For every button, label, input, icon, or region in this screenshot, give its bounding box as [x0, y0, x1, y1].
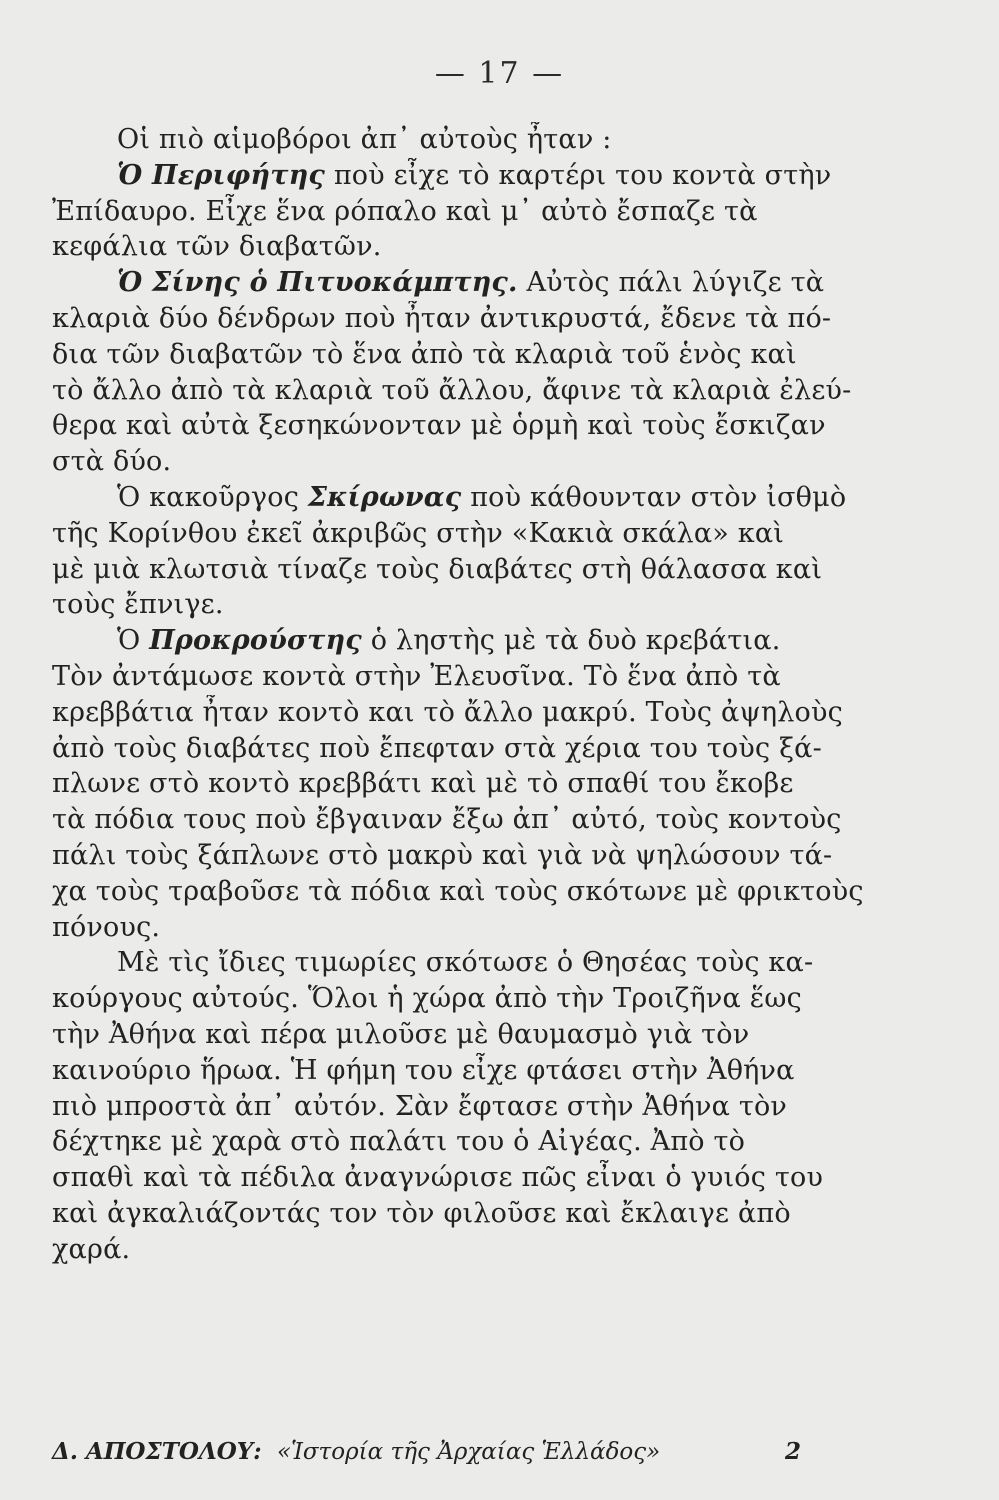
text-line [52, 1124, 922, 1160]
text-line [52, 1196, 922, 1232]
text-run: καὶ ἀγκαλιάζοντάς τον τὸν φιλοῦσε καὶ ἔκλαιγε ἀπὸ [52, 1197, 791, 1229]
text-line [52, 874, 922, 910]
text-line [52, 1017, 922, 1053]
text-run: πλωνε στὸ κοντὸ κρεββάτι καὶ μὲ τὸ σπαθί του ἔκοβε [52, 768, 794, 800]
text-run: στὰ δύο. [52, 446, 172, 478]
text-run: καινούριο ἥρωα. Ἡ φήμη του εἶχε φτάσει στὴν Ἀθήνα [52, 1054, 795, 1086]
character-name: Σκίρωνας [307, 481, 462, 513]
text-run: ποὺ κάθουνταν στὸν ἰσθμὸ [461, 481, 847, 513]
text-run: θερα καὶ αὐτὰ ξεσηκώνονταν μὲ ὁρμὴ καὶ τοὺς ἔσκιζαν [52, 410, 826, 442]
text-run: δέχτηκε μὲ χαρὰ στὸ παλάτι του ὁ Αἰγέας. Ἀπὸ τὸ [52, 1126, 746, 1158]
text-run: τῆς Κορίνθου ἐκεῖ ἀκριβῶς στὴν «Κακιὰ σκάλα» καὶ [52, 517, 785, 549]
text-line [52, 444, 922, 480]
text-run: σπαθὶ καὶ τὰ πέδιλα ἀναγνώρισε πῶς εἶναι ὁ γυιός του [52, 1162, 824, 1194]
text-run: Τὸν ἀντάμωσε κοντὰ στὴν Ἐλευσῖνα. Τὸ ἕνα ἀπὸ τὰ [52, 660, 781, 692]
text-run: ἀπὸ τοὺς διαβάτες ποὺ ἔπεφταν στὰ χέρια του τοὺς ξά- [52, 732, 822, 764]
text-run: Ἐπίδαυρο. Εἶχε ἕνα ρόπαλο καὶ μ᾽ αὐτὸ ἔσπαζε τὰ [52, 195, 758, 227]
text-run: μὲ μιὰ κλωτσιὰ τίναζε τοὺς διαβάτες στὴ θάλασσα καὶ [52, 553, 823, 585]
text-line [52, 158, 922, 194]
text-line [52, 373, 922, 409]
page-number: — 17 — [434, 56, 565, 91]
footer-title: «Ἱστορία τῆς Ἀρχαίας Ἑλλάδος» [277, 1439, 661, 1465]
text-line [52, 838, 922, 874]
text-line [52, 623, 922, 659]
text-run: τοὺς ἔπνιγε. [52, 589, 224, 621]
text-line [52, 301, 922, 337]
text-line [52, 731, 922, 767]
text-line [52, 408, 922, 444]
text-run: κούργους αὐτούς. Ὅλοι ἡ χώρα ἀπὸ τὴν Τροιζῆνα ἕως [52, 983, 802, 1015]
text-line [52, 766, 922, 802]
character-name: Προκρούστης [149, 625, 362, 657]
text-line [52, 337, 922, 373]
text-run: πάλι τοὺς ξάπλωνε στὸ μακρὺ καὶ γιὰ νὰ ψηλώσουν τά- [52, 839, 833, 871]
text-line [52, 194, 922, 230]
text-run: δια τῶν διαβατῶν τὸ ἕνα ἀπὸ τὰ κλαριὰ τοῦ ἑνὸς καὶ [52, 338, 797, 370]
text-run: Ὁ κακοῦργος [117, 481, 308, 513]
text-line [52, 516, 922, 552]
text-run: τὰ πόδια τους ποὺ ἔβγαιναν ἔξω ἀπ᾽ αὐτό, τοὺς κοντοὺς [52, 804, 842, 836]
text-line [52, 945, 922, 981]
text-line [52, 480, 922, 516]
text-run: πιὸ μπροστὰ ἀπ᾽ αὐτόν. Σὰν ἔφτασε στὴν Ἀθήνα τὸν [52, 1090, 788, 1122]
text-run: πόνους. [52, 911, 161, 943]
text-line [52, 659, 922, 695]
text-run: τὸ ἄλλο ἀπὸ τὰ κλαριὰ τοῦ ἄλλου, ἄφινε τὰ κλαριὰ ἐλεύ- [52, 374, 852, 406]
text-line [52, 910, 922, 946]
text-run: κρεββάτια ἦταν κοντὸ και τὸ ἄλλο μακρύ. Τοὺς ἀψηλοὺς [52, 696, 843, 728]
text-run: Οἱ πιὸ αἱμοβόροι ἀπ᾽ αὐτοὺς ἦταν : [117, 124, 612, 155]
text-line [52, 981, 922, 1017]
text-run: Μὲ τὶς ἴδιες τιμωρίες σκότωσε ὁ Θησέας τοὺς κα- [117, 947, 814, 979]
text-line [52, 1160, 922, 1196]
text-run: Ὁ [117, 625, 150, 657]
text-run: τὴν Ἀθήνα καὶ πέρα μιλοῦσε μὲ θαυμασμὸ γιὰ τὸν [52, 1018, 750, 1050]
text-run: κεφάλια τῶν διαβατῶν. [52, 231, 382, 263]
character-name: Ὁ Σίνης ὁ Πιτυοκάμπτης. [117, 267, 518, 299]
text-line [52, 695, 922, 731]
text-run: ὁ ληστὴς μὲ τὰ δυὸ κρεβάτια. [361, 625, 781, 657]
text-line [52, 229, 922, 265]
text-line [52, 1089, 922, 1125]
text-line [52, 552, 922, 588]
text-run: χαρά. [52, 1233, 131, 1265]
text-run: ποὺ εἶχε τὸ καρτέρι του κοντὰ στὴν [325, 159, 832, 191]
footer-author: Δ. ΑΠΟΣΤΟΛΟΥ: [52, 1438, 262, 1465]
footer [52, 1438, 937, 1465]
body-text [52, 122, 922, 1268]
character-name: Ὁ Περιφήτης [117, 159, 326, 191]
text-line [52, 1053, 922, 1089]
text-line [52, 265, 922, 301]
text-line [52, 122, 922, 158]
text-run: κλαριὰ δύο δένδρων ποὺ ἦταν ἀντικρυστά, ἔδενε τὰ πό- [52, 302, 832, 334]
footer-signature: 2 [784, 1438, 801, 1465]
text-run: Αὐτὸς πάλι λύγιζε τὰ [517, 267, 825, 299]
text-line [52, 1232, 922, 1268]
text-line [52, 802, 922, 838]
text-run: χα τοὺς τραβοῦσε τὰ πόδια καὶ τοὺς σκότωνε μὲ φρικτοὺς [52, 875, 864, 907]
text-line [52, 587, 922, 623]
